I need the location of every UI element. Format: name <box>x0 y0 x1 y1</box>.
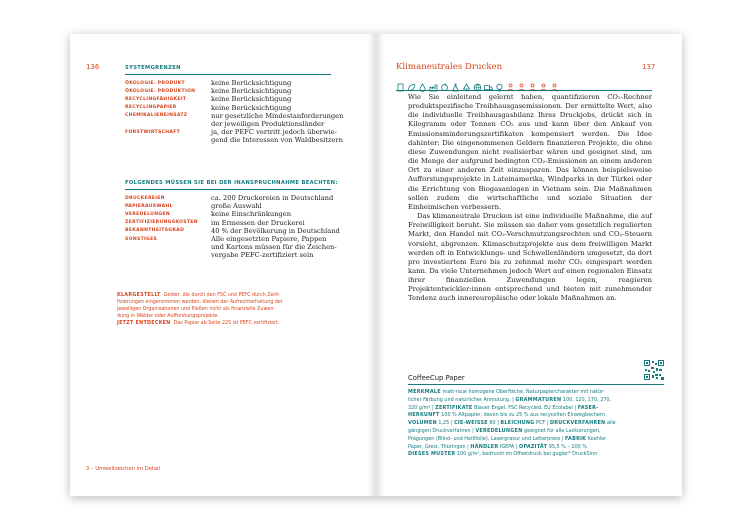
row-value <box>211 128 343 144</box>
card-label: DIESES MUSTER <box>408 451 456 458</box>
card-text: matt-raue homogene Oberfläche, Naturpapiercharakter mit natür- <box>442 389 605 395</box>
row-value <box>211 79 291 87</box>
row-value <box>211 104 291 112</box>
table-row <box>125 210 355 218</box>
table-row <box>125 104 355 112</box>
table-row <box>125 79 355 87</box>
card-label: GRAMMATUREN <box>515 396 562 403</box>
row-value-line: der jeweiligen Produktionsländer <box>211 120 325 129</box>
row-label: FORSTWIRTSCHAFT <box>125 129 181 135</box>
card-text: Koehler <box>587 435 607 442</box>
section-title-systemgrenzen: SYSTEMGRENZEN <box>125 65 181 71</box>
table-row <box>125 235 355 260</box>
paragraph-1: Wie Sie einleitend gelernt haben, quantifizieren CO₂-Rechner produktspezifische Treibhausgasemissionen. Der ermittelte Wert, also die individuelle Treibhausgasbilanz Ihres Druckjobs, drückt sich in Kilogramm oder Tonnen CO₂ aus und kann über den Ankauf von Emissionsminderungszertifikaten kompensiert werden. Die Idee dahinter: Die eingenommenen Geldern finanzieren Projekte, die ohne diese Zuwendungen nicht realisierbar wären und geeignet sind, um die Menge der aufgrund bedingten CO₂-Emissionen an einem anderen Ort zu einer anderen Zeit einzusparen. Das können beispielsweise Aufforstungsprojekte in Lateinamerika, Windparks in der Türkei oder die Errichtung von Biogasanlagen in Vietnam sein. Die Maßnahmen sollen zudem die wirtschaftliche und soziale Situation der Einheimischen verbessern. <box>408 93 652 211</box>
card-text: licher Färbung und natürlicher Anmutung. <box>408 396 511 403</box>
body-text <box>408 93 652 304</box>
card-text: 100 % Altpapier, davon bis zu 25 % aus recycelten Einwegbechern <box>441 412 605 419</box>
row-label: CHEMIKALIENEINSATZ <box>125 113 188 119</box>
card-text: geeignet für alle Lackierungen, <box>524 427 601 434</box>
row-value-line: große Auswahl <box>211 202 262 211</box>
table-row <box>125 202 355 210</box>
note-line: Gelder, die durch den FSC und PEFC durch Zerti- <box>163 293 281 298</box>
row-value-line: Alle eingesetzten Papiere, Pappen <box>211 235 327 244</box>
card-text: PCF <box>536 420 546 427</box>
row-label: VEREDELUNGEN <box>125 212 171 217</box>
row-value <box>211 219 305 227</box>
row-label: ÖKOLOGIE. PRODUKT <box>125 80 185 86</box>
card-text: 100, 120, 170, 270, <box>562 396 612 403</box>
card-text: alle <box>606 420 616 427</box>
section-title-notes: FOLGENDES MÜSSEN SIE BEI DER INANSPRUCHNAHME BEACHTEN: <box>125 180 338 186</box>
card-text: 80 <box>489 420 496 427</box>
row-value-line: keine Einschränkungen <box>211 210 292 219</box>
row-value-line: ja, der PEFC vertritt jedoch überwie- <box>211 128 337 137</box>
card-text: 1,25 <box>438 420 450 427</box>
row-value-line: keine Berücksichtigung <box>211 95 292 104</box>
row-label: BEKANNTHEITSGRAD <box>125 228 185 234</box>
row-value-line: gend die Interessen von Waldbesitzern <box>211 136 343 145</box>
card-text: gängigen Druckverfahren <box>408 427 471 434</box>
row-label: RECYCLINGPAPIER <box>125 105 177 111</box>
row-value <box>211 112 343 128</box>
row-value <box>211 235 337 260</box>
note-line: jeweiligen Organisationen und fließen nicht als finanzielle Zuwen- <box>117 307 276 313</box>
card-label: VOLUMEN <box>408 420 437 427</box>
right-page <box>376 34 682 496</box>
row-label: DRUCKEREIEN <box>125 195 165 201</box>
card-text: 95,5 % – 100 % <box>548 443 587 450</box>
page-title: Klimaneutrales Drucken <box>396 62 503 72</box>
page-number-right: 137 <box>642 63 656 71</box>
row-value-line: im Ermessen der Druckerei <box>211 218 305 227</box>
row-value-line: und Kartons müssen für die Zeichen- <box>211 243 337 252</box>
table-row <box>125 128 355 144</box>
row-value-line: nur gesetzliche Mindestanforderungen <box>211 111 344 120</box>
card-label: OPAZITÄT <box>519 443 548 450</box>
card-text: Prägungen (Blind- und Heißfolie), Lasergravur und Letterpress <box>408 435 561 442</box>
card-rule <box>408 384 664 385</box>
card-label: FASER- <box>577 404 599 411</box>
table-row <box>125 227 355 235</box>
title-rule <box>396 90 652 91</box>
table-row <box>125 219 355 227</box>
note-line: dung in Wälder oder Aufforstungsprojekte. <box>117 314 220 320</box>
section-rule <box>125 74 331 75</box>
book-gutter <box>368 34 384 496</box>
card-label: HERKUNFT <box>408 412 440 419</box>
row-value <box>211 95 291 103</box>
table-row <box>125 95 355 103</box>
criteria-table <box>125 79 355 145</box>
note-line: fizierungen eingenommen werden, dienen der Aufrechterhaltung der <box>117 300 283 306</box>
row-label: RECYCLINGFÄHIGKEIT <box>125 97 187 102</box>
row-value <box>211 227 340 235</box>
row-value-line: keine Berücksichtigung <box>211 103 292 112</box>
row-value-line: keine Berücksichtigung <box>211 87 292 96</box>
table-row <box>125 112 355 128</box>
footer-chapter: 3 – Umweltzeichen im Detail <box>86 466 161 472</box>
paper-card-title: CoffeeCup Paper <box>408 374 465 382</box>
card-label: MERKMALE <box>408 389 441 395</box>
page-number-left: 136 <box>86 63 100 71</box>
note-label: KLARGESTELLT <box>117 293 161 298</box>
card-label: HÄNDLER <box>470 443 499 450</box>
row-value <box>211 202 262 210</box>
card-text: Paper, Greiz, Thüringen <box>408 443 466 450</box>
discover-text: Das Papier ab Seite 225 ist PEFC-zertifiziert. <box>173 321 280 327</box>
card-text: 100 g/m², bedruckt im Offsetdruck bei gugler* DruckSinn <box>456 451 598 458</box>
row-value-line: 40 % der Bevölkerung in Deutschland <box>211 226 340 235</box>
icon-row <box>396 77 596 87</box>
discover-label: JETZT ENTDECKEN <box>117 321 171 327</box>
row-label: PAPIERAUSWAHL <box>125 203 173 209</box>
row-value <box>211 87 291 95</box>
paragraph-2: Das klimaneutrale Drucken ist eine individuelle Maßnahme, die auf Freiwilligkeit beruht. Sie müssen sie daher vom gesetzlich regulierten Markt, den Handel mit CO₂-Verschmutzungsrechten und CO₂-Steuern vorsieht, abgrenzen. Klimaschutzprojekte aus dem freiwilligen Markt werden oft in Entwicklungs- und Schwellenländern umgesetzt, da dort pro investiertem Euro bis zu zehnmal mehr CO₂ eingespart werden kann. Da viele Unternehmen jedoch Wert auf einen regionalen Einsatz ihrer finanziellen Zuwendungen legen, reagieren Projektentwickler:innen entsprechend und bieten mit zunehmender Tendenz auch innereuropäische oder lokale Maßnahmen an. <box>408 212 652 303</box>
paper-card: MERKMALE matt-raue homogene Oberfläche, Naturpapiercharakter mit natür- licher Färbung und natürlicher Anmutung. | GRAMMATUREN 100, 120, 170, 270, 320 g/m² | ZERTIFIKATE Blauer Engel, FSC Recycled, EU Ecolabel | FASER- HERKUNFT 100 % Altpapier, davon bis zu 25 % aus recycelten Einwegbechern VOLUMEN 1,25 | CIE-WEISSE 80 | BLEICHUNG PCF | DRUCKVERFAHREN alle gängigen Druckverfahren | VEREDELUNGEN geeignet für alle Lackierungen, Prägungen (Blind- und Heißfolie), Lasergravur und Letterpress | FABRIK Koehler Paper, Greiz, Thüringen | HÄNDLER IGEPA | OPAZITÄT 95,5 % – 100 % DIESES MUSTER 100 g/m², bedruckt im Offsetdruck bei gugler* DruckSinn <box>408 389 616 458</box>
card-label: DRUCKVERFAHREN <box>549 420 606 427</box>
card-label: ZERTIFIKATE <box>435 404 473 411</box>
row-value-line: vergabe PEFC-zertifiziert sein <box>211 251 314 260</box>
table-row <box>125 194 355 202</box>
note-block <box>117 292 357 327</box>
row-label: ÖKOLOGIE. PRODUKTION <box>125 88 196 94</box>
table-row <box>125 87 355 95</box>
card-label: VEREDELUNGEN <box>475 427 523 434</box>
row-value <box>211 210 291 218</box>
card-text: Blauer Engel, FSC Recycled, EU Ecolabel <box>474 404 573 411</box>
left-page <box>70 34 376 496</box>
card-text: 320 g/m² <box>408 404 431 411</box>
row-label: ZERTIFIZIERUNGSKOSTEN <box>125 220 198 226</box>
qr-code-icon[interactable] <box>644 360 664 380</box>
card-label: CIE-WEISSE <box>454 420 488 427</box>
section-rule-2 <box>125 189 331 190</box>
card-label: BLEICHUNG <box>500 420 535 427</box>
card-label: FABRIK <box>565 435 587 442</box>
usage-table <box>125 194 355 260</box>
row-value <box>211 194 333 202</box>
row-value-line: ca. 200 Druckereien in Deutschland <box>211 194 334 202</box>
card-text: IGEPA <box>499 443 515 450</box>
book-spread <box>70 34 682 496</box>
row-label: SONSTIGES <box>125 236 158 242</box>
row-value-line: keine Berücksichtigung <box>211 79 292 87</box>
